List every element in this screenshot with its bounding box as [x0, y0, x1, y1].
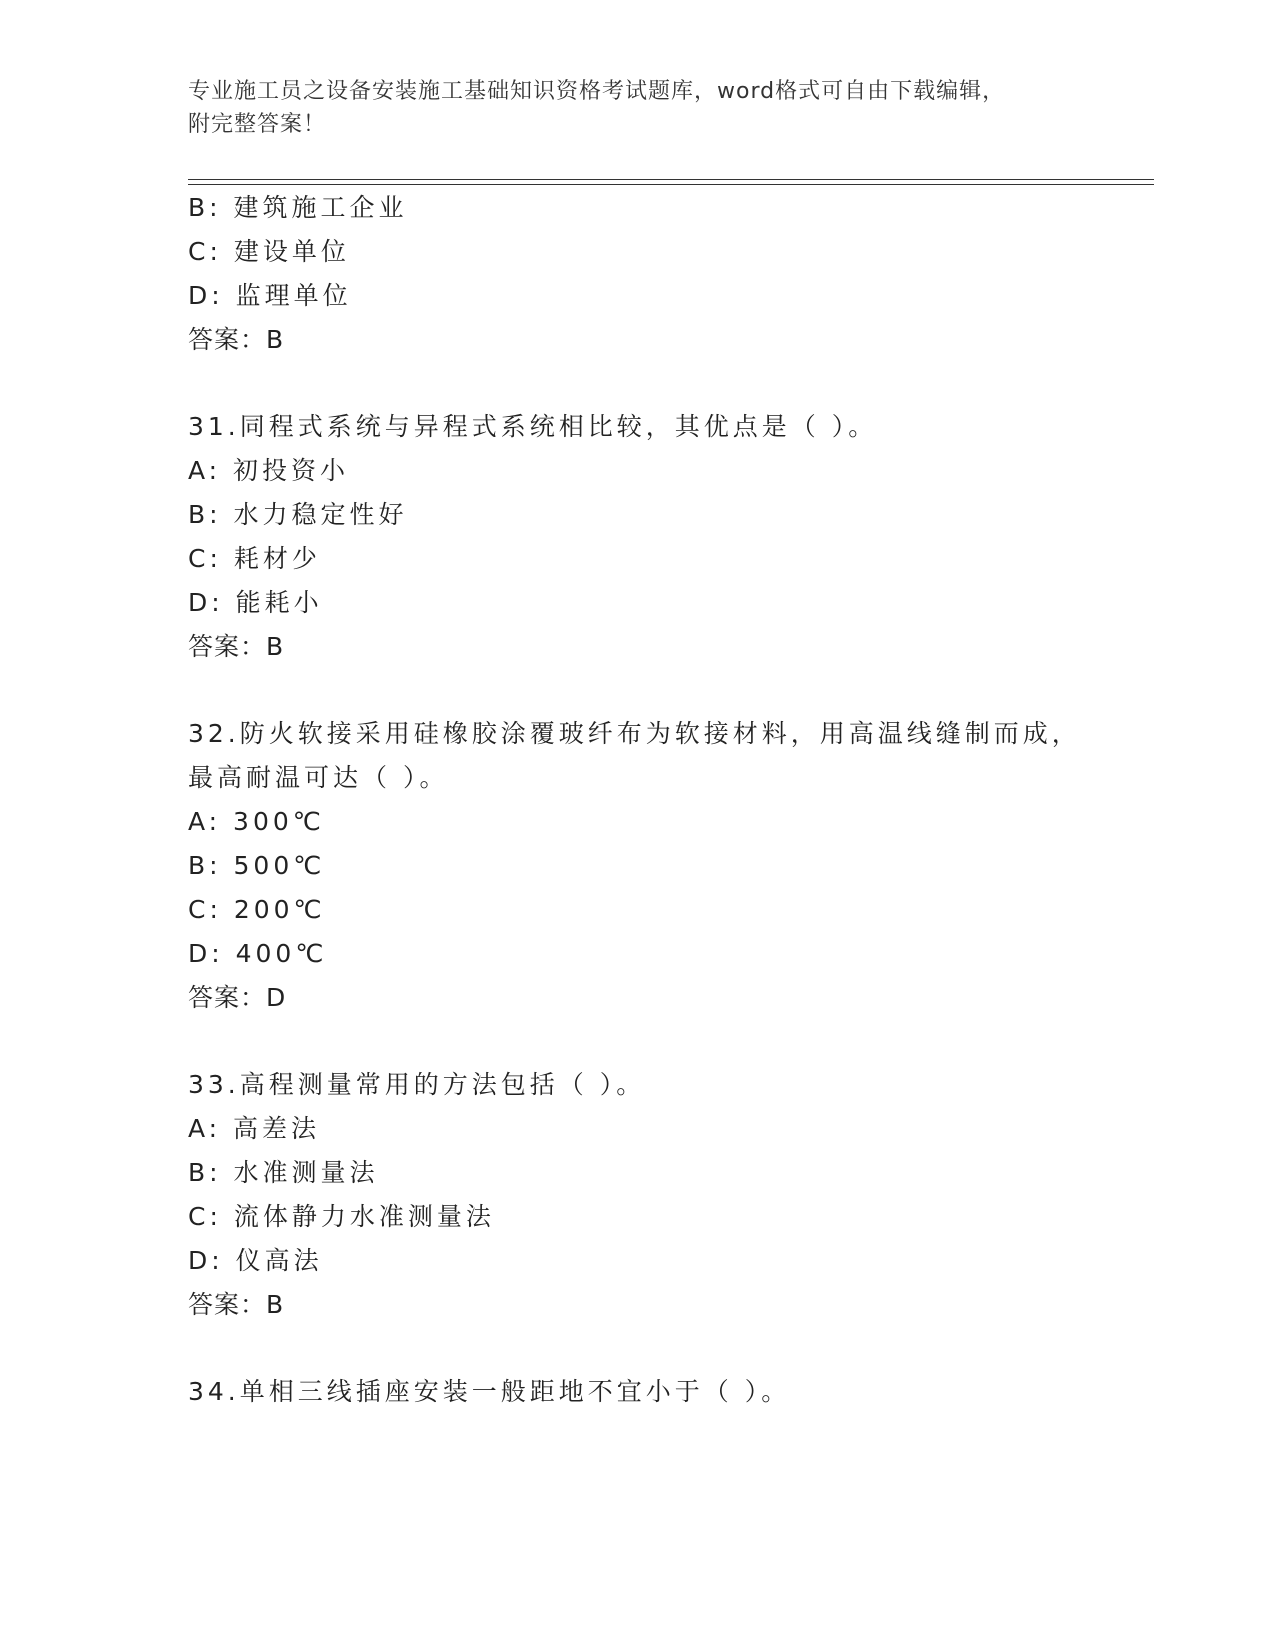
- document-header: [188, 75, 1088, 141]
- q31-option-c: C: 耗材少: [188, 544, 321, 573]
- q33-option-d: D: 仪高法: [188, 1246, 323, 1275]
- q32-option-a: A: 300℃: [188, 807, 325, 836]
- q32-option-b: B: 500℃: [188, 851, 326, 880]
- q33-stem: 33.高程测量常用的方法包括（ ）。: [188, 1070, 646, 1099]
- q33-option-b: B: 水准测量法: [188, 1158, 379, 1187]
- q30-option-c: C: 建设单位: [188, 237, 350, 266]
- q33-option-c: C: 流体静力水准测量法: [188, 1202, 495, 1231]
- q34-stem: 34.单相三线插座安装一般距地不宜小于（ ）。: [188, 1377, 791, 1406]
- header-divider-top: [188, 179, 1154, 180]
- header-line-1: 专业施工员之设备安装施工基础知识资格考试题库，word格式可自由下载编辑，: [188, 79, 1006, 104]
- q30-answer: 答案：B: [188, 325, 285, 354]
- q30-option-b: B: 建筑施工企业: [188, 193, 408, 222]
- q32-option-c: C: 200℃: [188, 895, 326, 924]
- q30-option-d: D: 监理单位: [188, 281, 352, 310]
- q31-option-d: D: 能耗小: [188, 588, 323, 617]
- q31-answer: 答案：B: [188, 632, 285, 661]
- q31-option-b: B: 水力稳定性好: [188, 500, 408, 529]
- header-divider-bottom: [188, 184, 1154, 185]
- q33-answer: 答案：B: [188, 1290, 285, 1319]
- q31-stem: 31.同程式系统与异程式系统相比较，其优点是（ ）。: [188, 412, 878, 441]
- q31-option-a: A: 初投资小: [188, 456, 350, 485]
- header-line-2: 附完整答案！: [188, 112, 327, 137]
- q32-stem-line-2: 最高耐温可达（ ）。: [188, 763, 449, 792]
- q33-option-a: A: 高差法: [188, 1114, 321, 1143]
- q32-option-d: D: 400℃: [188, 939, 328, 968]
- q32-stem-line-1: 32.防火软接采用硅橡胶涂覆玻纤布为软接材料，用高温线缝制而成，: [188, 719, 1081, 748]
- q32-answer: 答案：D: [188, 983, 287, 1012]
